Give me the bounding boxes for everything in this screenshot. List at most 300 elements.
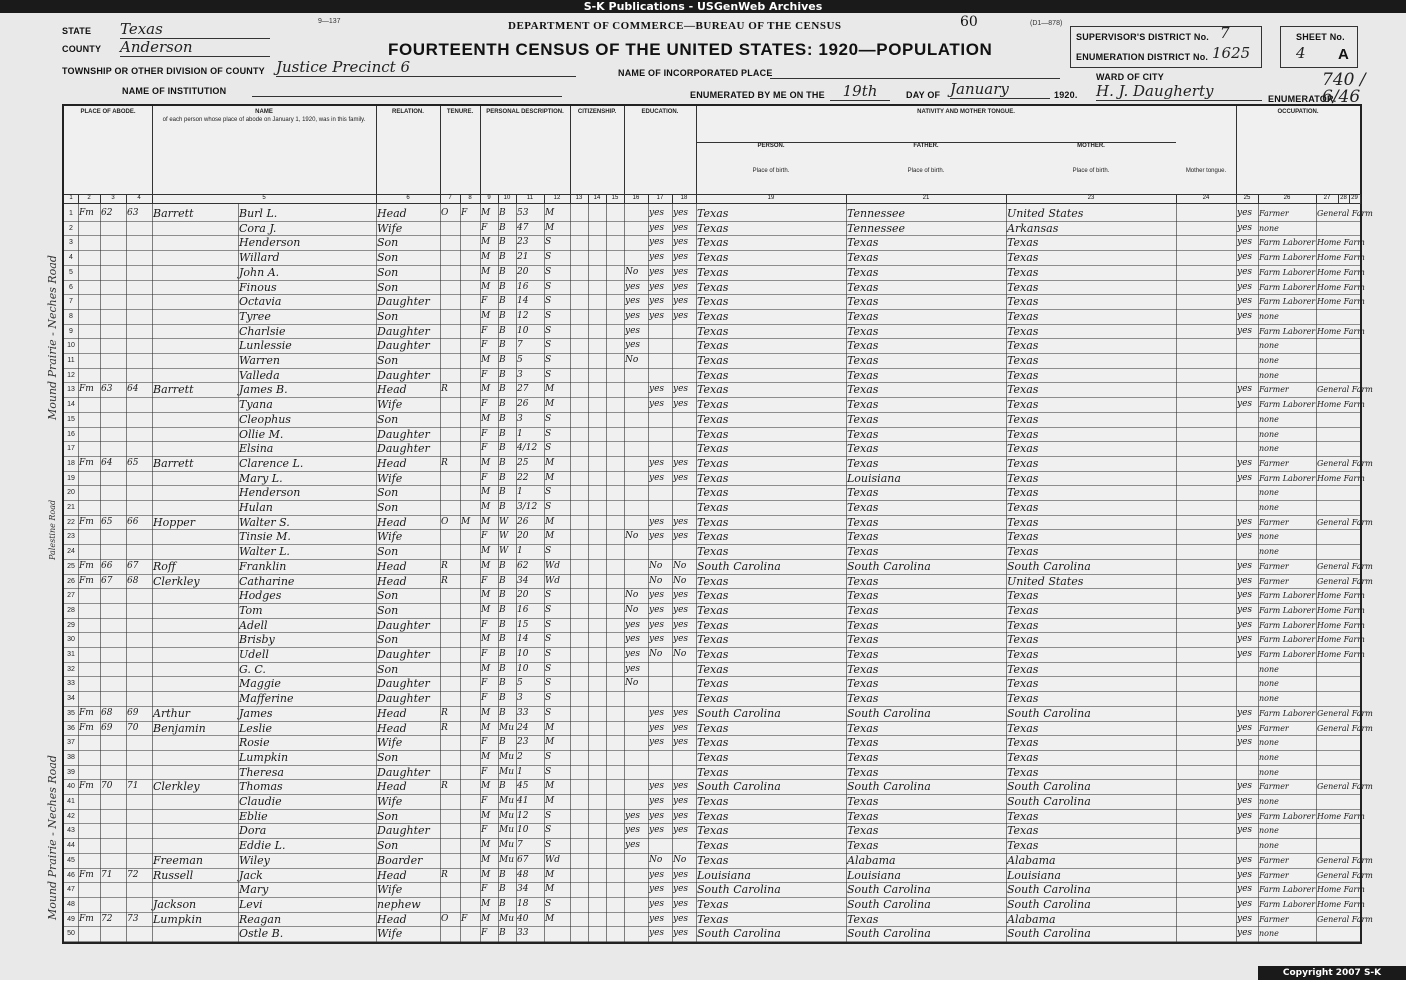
column-number: 15 [606, 194, 625, 204]
cell-ind: General Farm [1317, 209, 1373, 218]
column-rule [1176, 203, 1177, 942]
cell-dw: 62 [101, 208, 113, 218]
cell-sch: No [625, 590, 639, 601]
cell-sex: M [481, 707, 491, 718]
cell-rel: Daughter [377, 427, 430, 441]
cell-occ: none [1259, 503, 1279, 512]
cell-age: 3 [517, 693, 523, 704]
cell-giv: Lunlessie [239, 339, 292, 353]
cell-age: 16 [517, 281, 529, 292]
cell-ms: S [545, 369, 552, 380]
cell-rd: yes [649, 737, 665, 748]
cell-sur: Clerkley [153, 574, 200, 588]
cell-sex: F [481, 619, 488, 630]
column-rule [376, 203, 377, 942]
cell-occ: none [1259, 664, 1279, 674]
cell-occ: none [1259, 767, 1279, 777]
cell-eng: yes [1237, 928, 1253, 939]
cell-pob: Texas [697, 236, 729, 250]
cell-giv: Valleda [239, 368, 280, 382]
cell-age: 40 [517, 913, 529, 924]
cell-sur: Barrett [153, 456, 194, 470]
enumerated-month: January [950, 80, 1050, 99]
cell-fm: 64 [127, 384, 139, 395]
cell-ln: 28 [67, 606, 75, 614]
cell-occ: Farm Laborer [1259, 473, 1316, 483]
cell-mpob: South Carolina [1007, 780, 1091, 794]
cell-occ: none [1259, 694, 1279, 704]
cell-ln: 30 [67, 636, 75, 644]
cell-ms: M [545, 869, 555, 880]
side-note-road-3: Palestine Road [48, 499, 57, 560]
cell-fm: 72 [127, 869, 139, 880]
cell-race: B [499, 237, 506, 248]
cell-dw: 71 [101, 869, 113, 880]
cell-race: B [499, 678, 506, 689]
cell-occ: none [1259, 547, 1279, 557]
cell-giv: Cora J. [239, 221, 277, 235]
cell-occ: none [1259, 311, 1279, 321]
cell-fpob: Texas [847, 736, 879, 750]
header-father-pob: Place of birth. [907, 168, 945, 174]
department-heading: DEPARTMENT OF COMMERCE—BUREAU OF THE CENSUS [508, 20, 842, 32]
cell-eng: yes [1237, 590, 1253, 601]
cell-rel: Wife [377, 927, 403, 941]
cell-eng: yes [1237, 457, 1253, 468]
cell-pob: Texas [697, 853, 729, 867]
cell-age: 53 [517, 208, 529, 218]
cell-mpob: United States [1007, 207, 1084, 220]
cell-pob: Texas [697, 368, 729, 382]
cell-wr: yes [673, 399, 689, 410]
cell-dw: 72 [101, 913, 113, 924]
cell-giv: Wiley [239, 853, 270, 867]
cell-fm: 73 [127, 913, 139, 924]
cell-st: Fm [79, 384, 94, 395]
cell-dw: 67 [101, 575, 113, 586]
cell-mpob: Texas [1007, 265, 1039, 279]
column-rule [440, 203, 441, 942]
cell-sur: Roff [153, 559, 176, 573]
county-value: Anderson [120, 38, 270, 57]
cell-occ: Farm Laborer [1259, 885, 1316, 895]
cell-age: 41 [517, 796, 529, 806]
cell-eng: yes [1237, 208, 1253, 218]
cell-ind: Home Farm [1317, 650, 1365, 659]
cell-ln: 33 [67, 680, 75, 688]
cell-giv: Warren [239, 354, 281, 367]
cell-fpob: Texas [847, 809, 879, 823]
column-rule [516, 203, 517, 942]
cell-sur: Clerkley [153, 780, 200, 794]
column-rule [696, 203, 697, 942]
cell-rd: yes [649, 898, 665, 909]
cell-ms: S [545, 340, 552, 351]
cell-sch: yes [625, 810, 641, 821]
cell-ten: R [441, 869, 448, 880]
cell-giv: Tyree [239, 309, 271, 323]
cell-wr: yes [673, 531, 689, 542]
cell-ln: 40 [67, 783, 75, 791]
cell-pob: Texas [697, 824, 729, 838]
cell-fpob: Texas [847, 912, 879, 926]
cell-sex: M [481, 487, 491, 498]
cell-dw: 63 [101, 384, 113, 395]
cell-rd: yes [649, 472, 665, 483]
cell-sex: F [481, 531, 488, 542]
cell-race: B [499, 369, 506, 380]
cell-sex: F [481, 428, 488, 439]
cell-ind: General Farm [1317, 855, 1373, 865]
header-occupation: OCCUPATION. [1236, 106, 1360, 195]
cell-eng: yes [1237, 810, 1253, 821]
cell-rel: Daughter [377, 692, 430, 706]
column-rule [460, 203, 461, 942]
side-stamp: 740 / 6/46 [1322, 70, 1366, 107]
cell-fpob: Texas [847, 662, 879, 676]
cell-ms: S [545, 296, 552, 307]
cell-ln: 49 [67, 915, 75, 923]
cell-ind: Home Farm [1317, 326, 1365, 336]
cell-ms: Wd [545, 575, 561, 586]
cell-wr: yes [673, 898, 689, 909]
cell-rel: Daughter [377, 618, 430, 632]
header-education: EDUCATION. [624, 106, 697, 195]
cell-ln: 44 [67, 842, 75, 850]
cell-rd: yes [649, 619, 665, 630]
cell-ms: S [545, 840, 552, 851]
cell-occ: Farm Laborer [1259, 650, 1316, 659]
cell-fpob: South Carolina [847, 927, 931, 941]
cell-age: 21 [517, 252, 529, 263]
enumerator-label: ENUMERATOR. [1268, 94, 1337, 104]
cell-ln: 18 [67, 459, 75, 467]
cell-wr: yes [673, 590, 689, 601]
cell-sex: F [481, 325, 488, 336]
cell-sex: M [481, 281, 491, 292]
column-rule [480, 203, 481, 942]
cell-ln: 16 [67, 430, 75, 438]
column-number: 16 [624, 194, 649, 204]
cell-ms: S [545, 751, 552, 762]
cell-giv: Henderson [239, 486, 301, 500]
cell-occ: none [1259, 414, 1279, 424]
cell-sex: F [481, 222, 488, 233]
cell-giv: Reagan [239, 912, 282, 926]
cell-sex: M [481, 266, 491, 277]
cell-wr: No [673, 649, 687, 659]
enumeration-label: ENUMERATION DISTRICT No. [1076, 52, 1209, 62]
cell-race: B [499, 884, 506, 895]
cell-mpob: Texas [1007, 471, 1039, 485]
cell-giv: Theresa [239, 765, 284, 779]
column-rule [624, 203, 625, 942]
cell-ms: S [545, 355, 552, 365]
cell-fpob: South Carolina [847, 559, 931, 573]
cell-pob: Texas [697, 809, 729, 823]
cell-rel: Son [377, 251, 399, 265]
cell-mpob: Texas [1007, 515, 1039, 529]
column-number: 7 [440, 194, 461, 204]
cell-ln: 38 [67, 753, 75, 761]
header-person-pob: Place of birth. [752, 168, 790, 174]
column-rule [126, 203, 127, 942]
cell-ln: 39 [67, 768, 75, 776]
cell-eng: yes [1237, 516, 1253, 527]
column-rule [672, 203, 673, 942]
cell-age: 25 [517, 457, 529, 468]
cell-rd: yes [649, 796, 665, 806]
cell-ms: S [545, 546, 552, 557]
cell-race: B [499, 325, 506, 336]
cell-race: Mu [499, 796, 515, 806]
column-rule [648, 203, 649, 942]
cell-mpob: Texas [1007, 354, 1039, 367]
cell-mpob: Texas [1007, 839, 1039, 853]
cell-fm: 68 [127, 575, 139, 586]
cell-ind: Home Farm [1317, 635, 1365, 645]
cell-ms: M [545, 516, 555, 527]
cell-x: F [461, 208, 468, 218]
cell-pob: Texas [697, 530, 729, 544]
cell-sch: yes [625, 340, 641, 351]
cell-ln: 42 [67, 812, 75, 820]
cell-occ: Farm Laborer [1259, 591, 1316, 601]
cell-ln: 46 [67, 871, 75, 879]
cell-occ: Farmer [1259, 870, 1289, 880]
cell-giv: G. C. [239, 662, 266, 676]
cell-sch: yes [625, 649, 641, 659]
cell-eng: yes [1237, 649, 1253, 659]
cell-sex: M [481, 310, 491, 321]
census-title: FOURTEENTH CENSUS OF THE UNITED STATES: 1920—POPULATION [388, 40, 993, 59]
enumerated-day: 19th [830, 82, 890, 101]
cell-mpob: Texas [1007, 809, 1039, 823]
cell-race: B [499, 413, 506, 424]
cell-rel: Daughter [377, 648, 430, 661]
cell-ms: S [545, 281, 552, 292]
cell-ln: 5 [69, 268, 73, 276]
cell-eng: yes [1237, 296, 1253, 307]
cell-ind: Home Farm [1317, 605, 1365, 615]
cell-eng: yes [1237, 898, 1253, 909]
supervisor-label: SUPERVISOR'S DISTRICT No. [1076, 32, 1209, 42]
cell-ind: General Farm [1317, 561, 1373, 571]
cell-eng: yes [1237, 266, 1253, 277]
incorporated-place-line [770, 78, 1060, 79]
cell-mpob: Louisiana [1007, 868, 1061, 882]
cell-ind: Home Farm [1317, 899, 1365, 909]
cell-ms: S [545, 604, 552, 615]
cell-eng: yes [1237, 472, 1253, 483]
cell-age: 23 [517, 237, 529, 248]
column-number: 13 [570, 194, 589, 204]
cell-giv: Finous [239, 280, 277, 294]
sheet-number: 4 [1296, 44, 1306, 62]
cell-ms: S [545, 766, 552, 777]
cell-age: 18 [517, 898, 529, 909]
cell-fpob: Texas [847, 236, 879, 250]
column-number: 12 [544, 194, 571, 204]
cell-ln: 3 [69, 239, 73, 247]
institution-label: NAME OF INSTITUTION [122, 86, 227, 96]
cell-race: Mu [499, 766, 515, 777]
cell-wr: yes [673, 310, 689, 321]
cell-ln: 32 [67, 665, 75, 673]
cell-sex: F [481, 369, 488, 380]
cell-rd: yes [649, 281, 665, 292]
cell-eng: yes [1237, 310, 1253, 321]
cell-sex: M [481, 663, 491, 674]
cell-sch: No [625, 266, 639, 277]
cell-race: Mu [499, 751, 515, 762]
cell-mpob: Texas [1007, 383, 1039, 397]
cell-sex: F [481, 399, 488, 410]
cell-fpob: Texas [847, 574, 879, 588]
cell-age: 67 [517, 854, 529, 865]
cell-occ: Farm Laborer [1259, 605, 1316, 615]
cell-age: 1 [517, 546, 523, 557]
header-place-of-abode: PLACE OF ABODE. [64, 106, 153, 195]
cell-ln: 37 [67, 739, 75, 747]
cell-giv: Octavia [239, 295, 282, 309]
cell-giv: Maggie [239, 677, 281, 691]
cell-rel: Daughter [377, 824, 430, 838]
cell-race: B [499, 340, 506, 351]
cell-st: Fm [79, 208, 94, 218]
cell-wr: yes [673, 737, 689, 748]
cell-pob: Texas [697, 692, 729, 706]
cell-giv: Rosie [239, 736, 270, 750]
cell-race: B [499, 355, 506, 365]
cell-ms: S [545, 266, 552, 277]
cell-race: Mu [499, 854, 515, 865]
column-rule [1236, 203, 1237, 942]
cell-pob: Texas [697, 412, 729, 426]
cell-fpob: Texas [847, 354, 879, 367]
cell-race: B [499, 781, 506, 792]
cell-wr: No [673, 560, 687, 571]
cell-ln: 43 [67, 827, 75, 835]
cell-wr: No [673, 575, 687, 586]
cell-ln: 26 [67, 577, 75, 585]
cell-fpob: Texas [847, 309, 879, 323]
cell-st: Fm [79, 516, 94, 527]
column-number: 28 [1338, 194, 1350, 204]
cell-st: Fm [79, 575, 94, 586]
cell-rd: yes [649, 399, 665, 410]
cell-age: 4/12 [517, 443, 538, 454]
cell-sch: yes [625, 296, 641, 307]
cell-dw: 70 [101, 781, 113, 792]
cell-giv: Cleophus [239, 412, 291, 426]
cell-pob: Texas [697, 545, 729, 559]
cell-ms: Wd [545, 854, 561, 865]
cell-occ: Farmer [1259, 385, 1289, 395]
cell-age: 24 [517, 722, 529, 733]
cell-race: B [499, 604, 506, 615]
cell-pob: Texas [697, 897, 729, 911]
cell-fpob: Alabama [847, 853, 896, 867]
cell-age: 48 [517, 869, 529, 880]
cell-race: B [499, 898, 506, 909]
cell-pob: Louisiana [697, 868, 751, 882]
cell-rel: Wife [377, 795, 403, 808]
cell-sex: M [481, 854, 491, 865]
cell-ten: O [441, 913, 449, 924]
cell-st: Fm [79, 707, 94, 718]
column-number: 23 [1006, 194, 1177, 204]
cell-fpob: South Carolina [847, 883, 931, 897]
cell-ln: 34 [67, 695, 75, 703]
cell-ln: 35 [67, 709, 75, 717]
cell-eng: yes [1237, 281, 1253, 292]
cell-rel: Son [377, 354, 399, 367]
cell-pob: Texas [697, 251, 729, 265]
cell-occ: Farmer [1259, 517, 1289, 527]
cell-fpob: Texas [847, 545, 879, 559]
cell-sex: M [481, 457, 491, 468]
cell-rel: Son [377, 750, 399, 764]
cell-occ: none [1259, 679, 1279, 689]
cell-occ: Farm Laborer [1259, 326, 1316, 336]
cell-sex: F [481, 693, 488, 704]
cell-rel: Wife [377, 883, 403, 897]
cell-pob: Texas [697, 765, 729, 779]
column-number: 27 [1316, 194, 1339, 204]
cell-wr: yes [673, 913, 689, 924]
cell-rd: yes [649, 208, 665, 218]
cell-rel: Son [377, 309, 399, 323]
cell-occ: Farm Laborer [1259, 267, 1316, 277]
header-mother-tongue: Mother tongue. [1185, 168, 1227, 174]
enumerator-name: H. J. Daugherty [1096, 82, 1262, 101]
cell-pob: Texas [697, 501, 729, 514]
cell-rel: Son [377, 412, 399, 426]
cell-rel: Son [377, 545, 399, 559]
cell-fpob: Texas [847, 412, 879, 426]
cell-fpob: Texas [847, 368, 879, 382]
cell-ln: 20 [67, 489, 75, 497]
cell-mpob: South Carolina [1007, 795, 1091, 808]
cell-rd: yes [649, 810, 665, 821]
cell-ind: General Farm [1317, 782, 1373, 792]
cell-rd: No [649, 854, 663, 865]
cell-race: B [499, 663, 506, 674]
cell-pob: Texas [697, 486, 729, 500]
cell-fm: 67 [127, 560, 139, 571]
cell-rel: Wife [377, 398, 403, 412]
cell-st: Fm [79, 913, 94, 924]
cell-rel: Wife [377, 221, 403, 235]
cell-mpob: Texas [1007, 309, 1039, 323]
cell-giv: Hodges [239, 589, 282, 603]
cell-fpob: Texas [847, 633, 879, 647]
cell-occ: none [1259, 341, 1279, 351]
cell-ln: 11 [67, 357, 75, 364]
cell-giv: Tinsie M. [239, 530, 291, 544]
cell-age: 12 [517, 810, 529, 821]
cell-pob: Texas [697, 618, 729, 632]
cell-wr: yes [673, 619, 689, 630]
cell-sur: Barrett [153, 383, 194, 397]
cell-ten: R [441, 457, 448, 468]
cell-ind: Home Farm [1317, 811, 1365, 821]
cell-fpob: Texas [847, 677, 879, 691]
column-number: 17 [648, 194, 673, 204]
column-number: 5 [152, 194, 377, 204]
cell-mpob: Texas [1007, 721, 1039, 735]
